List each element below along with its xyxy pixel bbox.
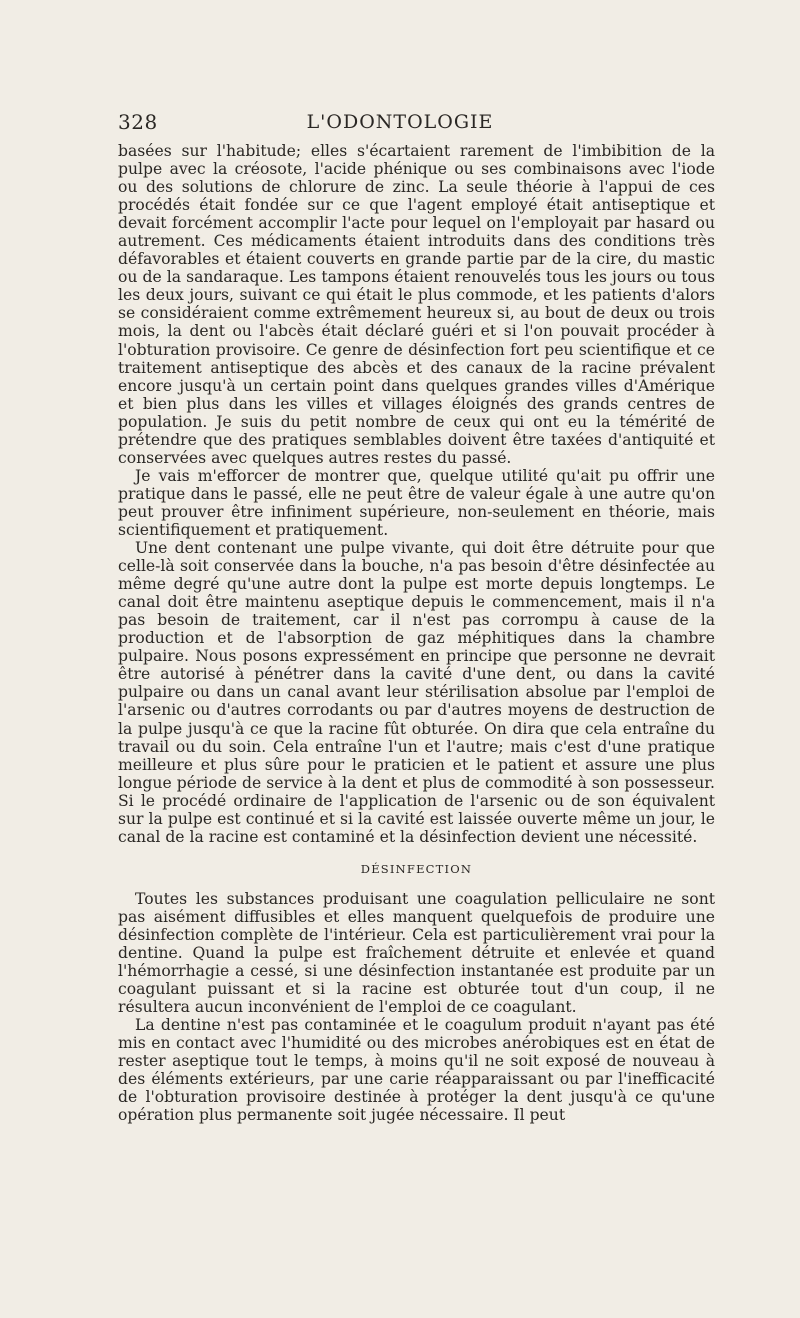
paragraph: La dentine n'est pas contaminée et le coagulum produit n'ayant pas été mis en contact avec l'humidité ou des microbes anérobiques est en état de rester aseptique tout le temps, à moins qu'il ne soit exposé de nouveau à des éléments extérieurs, par une carie réapparaissant ou par l'inefficacité de l'obturation provisoire destinée à protéger la dent jusqu'à ce qu'une opération plus permanente soit jugée nécessaire. Il peut — [118, 1016, 715, 1125]
paragraph: Une dent contenant une pulpe vivante, qui doit être détruite pour que celle-là soit conservée dans la bouche, n'a pas besoin d'être désinfectée au même degré qu'une autre dont la pulpe est morte depuis longtemps. Le canal doit être maintenu aseptique depuis le commencement, mais il n'a pas besoin de traitement, car il n'est pas corrompu à cause de la production et de l'absorption de gaz méphitiques dans la chambre pulpaire. Nous posons expressément en principe que personne ne devrait être autorisé à pénétrer dans la cavité d'une dent, ou dans la cavité pulpaire ou dans un canal avant leur stérilisation absolue par l'emploi de l'arsenic ou d'autres corrodants ou par d'autres moyens de destruction de la pulpe jusqu'à ce que la racine fût obturée. On dira que cela entraîne du travail ou du soin. Cela entraîne l'un et l'autre; mais c'est d'une pratique meilleure et plus sûre pour le praticien et le patient et assure une plus longue période de service à la dent et plus de commodité à son possesseur. Si le procédé ordinaire de l'application de l'arsenic ou de son équivalent sur la pulpe est continué et si la cavité est laissée ouverte même un jour, le canal de la racine est contaminé et la désinfection devient une nécessité. — [118, 539, 715, 846]
page-body — [118, 142, 715, 1124]
paragraph: Je vais m'efforcer de montrer que, quelque utilité qu'ait pu offrir une pratique dans le passé, elle ne peut être de valeur égale à une autre qu'on peut prouver être infiniment supérieure, non-seulement en théorie, mais scientifiquement et pratiquement. — [118, 466, 715, 539]
page-number: 328 — [118, 110, 158, 134]
paragraph: Toutes les substances produisant une coagulation pelliculaire ne sont pas aisément diffusibles et elles manquent quelquefois de produire une désinfection complète de l'intérieur. Cela est particulièrement vrai pour la dentine. Quand la pulpe est fraîchement détruite et enlevée et quand l'hémorrhagie a cessé, si une désinfection instantanée est produite par un coagulant puissant et si la racine est obturée tout d'un coup, il ne résultera aucun inconvénient de l'emploi de ce coagulant. — [118, 889, 715, 1017]
running-title: L'ODONTOLOGIE — [306, 111, 494, 133]
paragraph: basées sur l'habitude; elles s'écartaient rarement de l'imbibition de la pulpe avec la créosote, l'acide phénique ou ses combinaisons avec l'iode ou des solutions de chlorure de zinc. La seule théorie à l'appui de ces procédés était fondée sur ce que l'agent employé était antiseptique et devait forcément accomplir l'acte pour lequel on l'employait par hasard ou autrement. Ces médicaments étaient introduits dans des conditions très défavorables et étaient couverts en grande partie par de la cire, du mastic ou de la sandaraque. Les tampons étaient renouvelés tous les jours ou tous les deux jours, suivant ce qui était le plus commode, et les patients d'alors se considéraient comme extrêmement heureux si, au bout de deux ou trois mois, la dent ou l'abcès était déclaré guéri et si l'on pouvait procéder à l'obturation provisoire. Ce genre de désinfection fort peu scientifique et ce traitement antiseptique des abcès et des canaux de la racine prévalent encore jusqu'à un certain point dans quelques grandes villes d'Amérique et bien plus dans les villes et villages éloignés des grands centres de population. Je suis du petit nombre de ceux qui ont eu la témérité de prétendre que des pratiques semblables doivent être taxées d'antiquité et conservées avec quelques autres restes du passé. — [118, 142, 715, 467]
section-heading: DÉSINFECTION — [360, 861, 473, 876]
